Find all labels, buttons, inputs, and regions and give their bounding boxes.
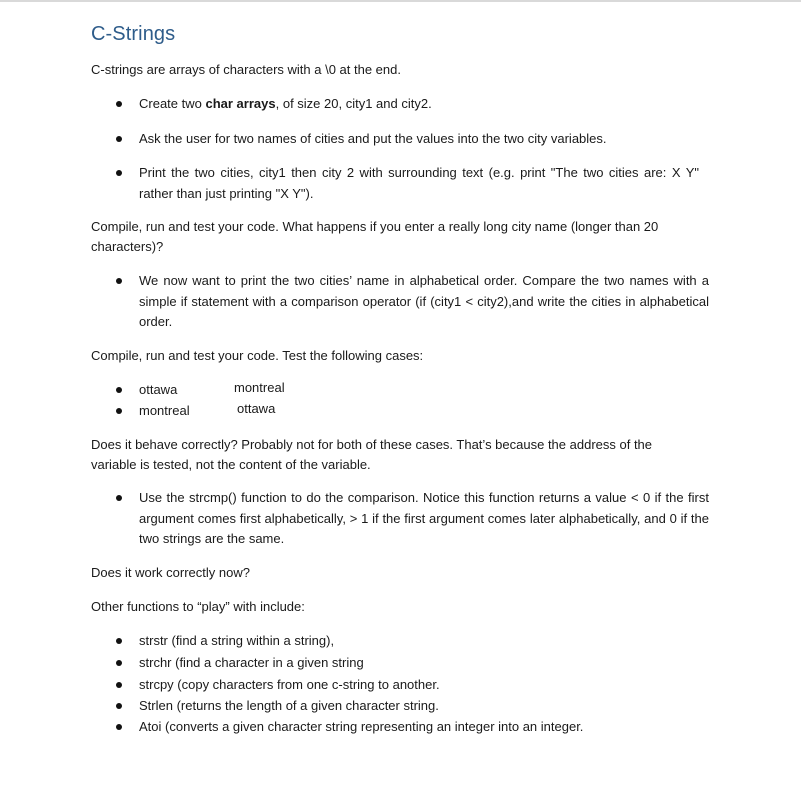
intro-paragraph: C-strings are arrays of characters with a \0 at the end. bbox=[91, 62, 401, 77]
paragraph-compile-2: Compile, run and test your code. Test the following cases: bbox=[91, 348, 424, 363]
function-text: strstr (find a string within a string), bbox=[139, 633, 335, 648]
bullet-icon bbox=[116, 170, 122, 176]
function-text: strchr (find a character in a given string bbox=[139, 655, 364, 670]
bullet-icon bbox=[116, 682, 122, 688]
bullet-icon bbox=[116, 703, 122, 709]
bullet-icon bbox=[116, 638, 122, 644]
function-text: strcpy (copy characters from one c-string to another. bbox=[139, 677, 440, 692]
case-city-a: montreal bbox=[139, 403, 190, 418]
bullet-icon bbox=[116, 495, 122, 501]
case-city-b: montreal bbox=[234, 380, 285, 395]
paragraph-other-functions: Other functions to “play” with include: bbox=[91, 599, 305, 614]
function-text: Atoi (converts a given character string representing an integer into an integer. bbox=[139, 719, 584, 734]
list-item-text: Print the two cities, city1 then city 2 with surrounding text (e.g. print "The two cities are: X Y" rather than just printing "X Y"). bbox=[139, 165, 699, 201]
bullet-icon bbox=[116, 136, 122, 142]
bullet-icon bbox=[116, 724, 122, 730]
bullet-icon bbox=[116, 408, 122, 414]
page-title: C-Strings bbox=[91, 23, 176, 45]
list-item-text: Ask the user for two names of cities and put the values into the two city variables. bbox=[139, 131, 607, 146]
paragraph-behave: Does it behave correctly? Probably not for both of these cases. That’s because the address of the variable is tested, not the content of the variable. bbox=[91, 437, 653, 472]
list-item-text: Use the strcmp() function to do the comparison. Notice this function returns a value < 0 if the first argument comes first alphabetically, > 1 if the first argument comes later alphabetically, and 0 if the two strings are the same. bbox=[139, 490, 709, 546]
case-city-a: ottawa bbox=[139, 382, 178, 397]
list-item-text: Create two char arrays, of size 20, city1 and city2. bbox=[139, 96, 432, 111]
bullet-icon bbox=[116, 660, 122, 666]
list-item-text: We now want to print the two cities’ name in alphabetical order. Compare the two names with a simple if statement with a comparison operator (if (city1 < city2),and write the cities in alphabetical order. bbox=[139, 273, 709, 329]
paragraph-compile-1: Compile, run and test your code. What happens if you enter a really long city name (longer than 20 characters)? bbox=[91, 219, 659, 254]
bullet-icon bbox=[116, 278, 122, 284]
case-city-b: ottawa bbox=[237, 401, 276, 416]
paragraph-works: Does it work correctly now? bbox=[91, 565, 250, 580]
bullet-icon bbox=[116, 101, 122, 107]
bullet-icon bbox=[116, 387, 122, 393]
function-text: Strlen (returns the length of a given character string. bbox=[139, 698, 439, 713]
